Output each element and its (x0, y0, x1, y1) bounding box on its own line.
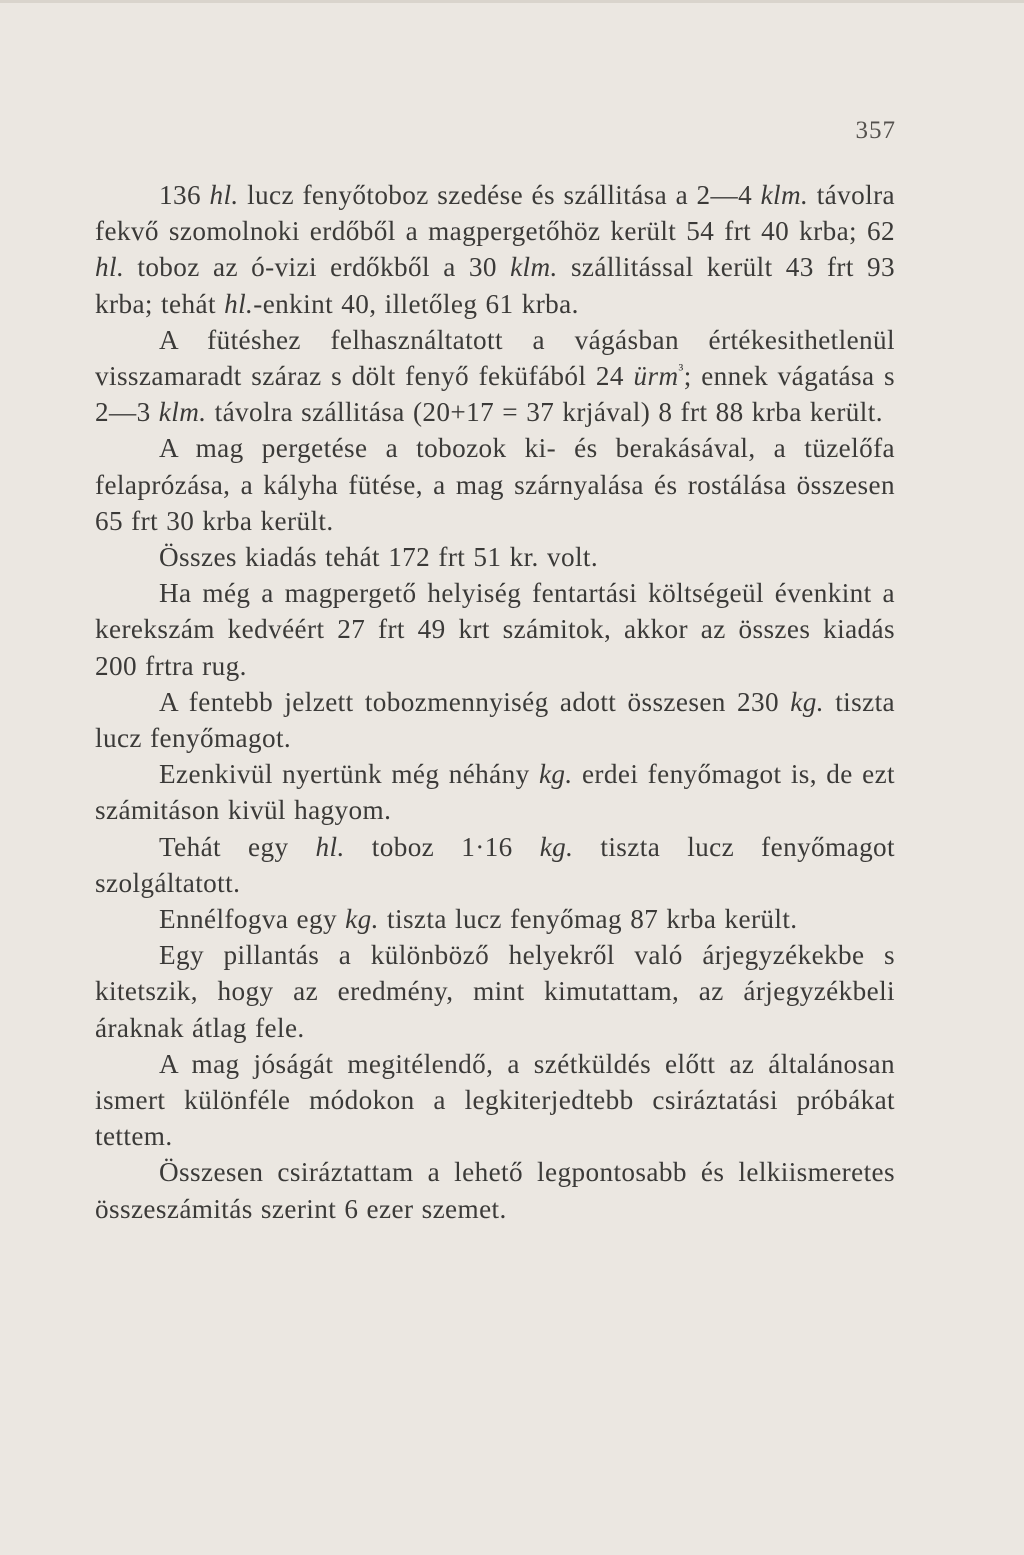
paragraph (95, 539, 895, 575)
text-segment: szállitással került 43 frt 93 krba; tehát (95, 252, 896, 319)
paragraph (95, 430, 895, 539)
italic-abbreviation: hl. (315, 831, 345, 862)
paragraph (95, 575, 895, 684)
text-segment: Tehát egy (159, 831, 316, 862)
italic-abbreviation: hl. (224, 288, 254, 319)
paragraph (95, 1046, 895, 1155)
text-segment: A mag pergetése a tobozok ki- és berakásával, a tüzelőfa felaprózása, a kályha fütése, a mag szárnyalása és rostálása összesen 65 frt 30 krba került. (95, 433, 895, 536)
text-segment: erdei fenyőmagot is, de ezt számitáson kivül hagyom. (95, 759, 896, 826)
italic-abbreviation: klm. (510, 252, 558, 283)
body-text (95, 177, 895, 1227)
text-segment: lucz fenyőtoboz szedése és szállitása a 2—4 (238, 180, 761, 210)
text-segment: ; ennek vágatása s 2—3 (95, 361, 895, 428)
text-segment: A fentebb jelzett tobozmennyiség adott összesen 230 (159, 686, 791, 717)
text-segment: toboz 1·16 (344, 831, 540, 862)
paragraph (95, 937, 895, 1046)
italic-abbreviation: hl. (209, 180, 239, 210)
paragraph (95, 177, 895, 322)
italic-abbreviation: ürm (633, 361, 679, 392)
text-segment: tiszta lucz fenyőmagot szolgáltatott. (95, 831, 896, 898)
italic-abbreviation: kg. (790, 686, 824, 717)
text-segment: -enkint 40, illetőleg 61 krba. (253, 288, 579, 319)
text-segment: Összesen csiráztattam a lehető legpontosabb és lelkiismeretes összeszámitás szerint 6 ezer szemet. (95, 1157, 895, 1224)
text-segment: Ha még a magpergető helyiség fentartási költségeül évenkint a kerekszám kedvéért 27 frt 49 krt számitok, akkor az összes kiadás 200 frtra rug. (95, 578, 895, 681)
text-segment: tiszta lucz fenyőmagot. (95, 686, 895, 754)
text-segment: 136 (159, 180, 210, 210)
paragraph (95, 684, 895, 756)
superscript: ³ (678, 361, 684, 379)
scan-edge-rule (0, 0, 1024, 3)
text-segment: távolra fekvő szomolnoki erdőből a magpergetőhöz került 54 frt 40 krba; 62 (95, 180, 895, 247)
italic-abbreviation: klm. (158, 397, 207, 428)
paragraph (95, 829, 895, 901)
paragraph (95, 901, 895, 937)
text-segment: tiszta lucz fenyőmag 87 krba került. (378, 904, 798, 935)
paragraph (95, 322, 895, 431)
italic-abbreviation: hl. (95, 252, 125, 283)
text-segment: A mag jóságát megitélendő, a szétküldés előtt az általánosan ismert különféle módokon a legkiterjedtebb csiráztatási próbákat tettem. (95, 1048, 895, 1152)
text-segment: Egy pillantás a különböző helyekről való árjegyzékekbe s kitetszik, hogy az eredmény, mint kimutattam, az árjegyzékbeli áraknak átlag fele. (95, 940, 895, 1043)
italic-abbreviation: kg. (538, 759, 573, 790)
text-segment: Ezenkivül nyertünk még néhány (159, 759, 539, 790)
text-segment: A fütéshez felhasználtatott a vágásban értékesithetlenül visszamaradt száraz s dölt fenyő feküfából 24 (95, 324, 895, 392)
page-number: 357 (855, 117, 896, 144)
paragraph (95, 756, 895, 828)
italic-abbreviation: kg. (539, 831, 574, 862)
paragraph (95, 1154, 895, 1226)
italic-abbreviation: klm. (760, 180, 809, 210)
italic-abbreviation: kg. (345, 904, 379, 935)
text-segment: Összes kiadás tehát 172 frt 51 kr. volt. (159, 542, 599, 573)
text-segment: Ennélfogva egy (159, 904, 346, 935)
text-segment: toboz az ó-vizi erdőkből a 30 (124, 252, 511, 283)
text-segment: távolra szállitása (20+17 = 37 krjával) 8 frt 88 krba került. (206, 397, 883, 428)
